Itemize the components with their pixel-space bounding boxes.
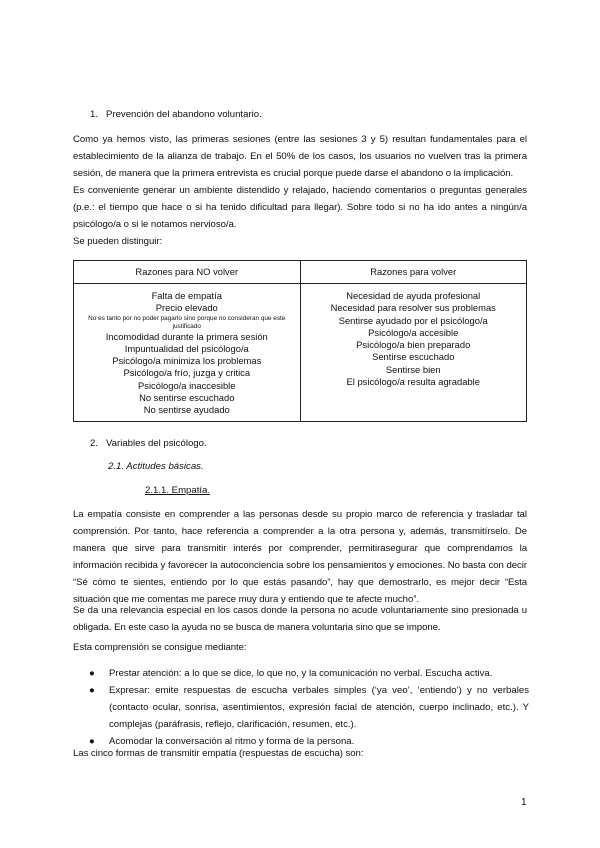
section-number: 1.: [90, 109, 99, 120]
table-header-no-volver: Razones para NO volver: [74, 261, 301, 284]
reasons-volver-cell: [300, 284, 527, 422]
table-item: El psicólogo/a resulta agradable: [346, 376, 480, 388]
table-item: Psicólogo/a bien preparado: [356, 339, 471, 351]
page-number: 1: [521, 797, 527, 808]
table-item: Necesidad para resolver sus problemas: [330, 302, 496, 314]
table-item: Sentirse bien: [385, 363, 441, 375]
table-item: No sentirse ayudado: [143, 404, 230, 416]
paragraph-alliance: Como ya hemos visto, las primeras sesiones (entre las sesiones 3 y 5) resultan fundamentales para el establecimiento de la alianza de trabajo. En el 50% de los casos, los usuarios no vuelven tras la primera sesión, de manera que la primera entrevista es crucial porque puede darse el abandono o la implicación.: [73, 134, 527, 179]
bullet-icon: ●: [89, 736, 95, 747]
paragraph-relevancia: Se da una relevancia especial en los casos donde la persona no acude voluntariamente sino presionada u obligada. En este caso la ayuda no se busca de manera voluntaria sino que se impone.: [73, 605, 527, 633]
reasons-table: [73, 260, 527, 422]
table-item: Falta de empatía: [151, 290, 222, 301]
list-item-text: Prestar atención: a lo que se dice, lo que no, y la comunicación no verbal. Escucha activa.: [109, 668, 493, 679]
table-item: Precio elevado: [155, 302, 218, 314]
section-title: Prevención del abandono voluntario.: [106, 109, 262, 120]
table-item: Sentirse ayudado por el psicólogo/a: [338, 314, 488, 326]
bullet-icon: ●: [89, 685, 95, 696]
table-item: Necesidad de ayuda profesional: [346, 290, 481, 301]
list-item-text: Expresar: emite respuestas de escucha verbales simples (‘ya veo’, ‘entiendo’) y no verbales (contacto ocular, sonrisa, asentimientos, expresión facial de atención, cuerpo inclinado, etc.). Y complejas (paráfrasis, reflejo, clarificación, resumen, etc.).: [109, 685, 529, 730]
section-number: 2.: [90, 438, 99, 449]
paragraph-empatia: La empatía consiste en comprender a las personas desde su propio marco de referencia y trasladar tal comprensión. Por tanto, hace referencia a comprender a la otra persona y, además, transmitírselo. De manera que sirve para transmitir interés por comprender, permitirasegurar que comprendamos la información recibida y favorecer la autoconciencia sobre los pensamientos y emociones. No basta con decir “Sé cómo te sientes, entiendo por lo que estás pasando”, hay que demostrarlo, es mejor decir “Esta situación que me comentas me parece muy dura y entiendo que te afecte mucho”.: [73, 509, 527, 605]
section-heading-1: [90, 108, 262, 122]
list-item-text: Acomodar la conversación al ritmo y forma de la persona.: [109, 736, 355, 747]
table-item: Sentirse escuchado: [372, 351, 455, 363]
table-item: Psicólogo/a minimiza los problemas: [112, 355, 262, 367]
table-item: Incomodidad durante la primera sesión: [105, 330, 268, 342]
paragraph-cinco-formas: Las cinco formas de transmitir empatía (respuestas de escucha) son:: [73, 748, 364, 759]
bullet-icon: ●: [89, 668, 95, 679]
table-item-note: No es tanto por no poder pagarlo sino porque no consideran que este justificado: [88, 314, 286, 330]
paragraph-distinguir: Se pueden distinguir:: [73, 236, 163, 247]
subsection-heading: 2.1. Actitudes básicas.: [108, 461, 204, 472]
paragraph-comprension: Esta comprensión se consigue mediante:: [73, 642, 247, 653]
section-heading-2: [90, 437, 207, 451]
reasons-no-volver-cell: [74, 284, 301, 422]
list-item: [89, 665, 529, 682]
list-item: [89, 682, 529, 733]
table-item: Psicólogo/a frío, juzga y critica: [123, 367, 251, 379]
table-item: Impuntualidad del psicólogo/a: [124, 342, 249, 354]
table-item: Psicólogo/a inaccesible: [138, 379, 236, 391]
bullet-list: [89, 665, 529, 750]
subsubsection-heading: 2.1.1. Empatía.: [145, 485, 211, 496]
section-title: Variables del psicólogo.: [106, 438, 207, 449]
table-item: Psicólogo/a accesible: [368, 326, 459, 338]
paragraph-ambiente: Es conveniente generar un ambiente distendido y relajado, haciendo comentarios o preguntas generales (p.e.: el tiempo que hace o si ha tenido dificultad para llegar). Sobre todo si no ha ido antes a ningún/a psicólogo/a o si le notamos nervioso/a.: [73, 185, 527, 230]
table-item: No sentirse escuchado: [139, 392, 235, 404]
table-header-volver: Razones para volver: [300, 261, 527, 284]
